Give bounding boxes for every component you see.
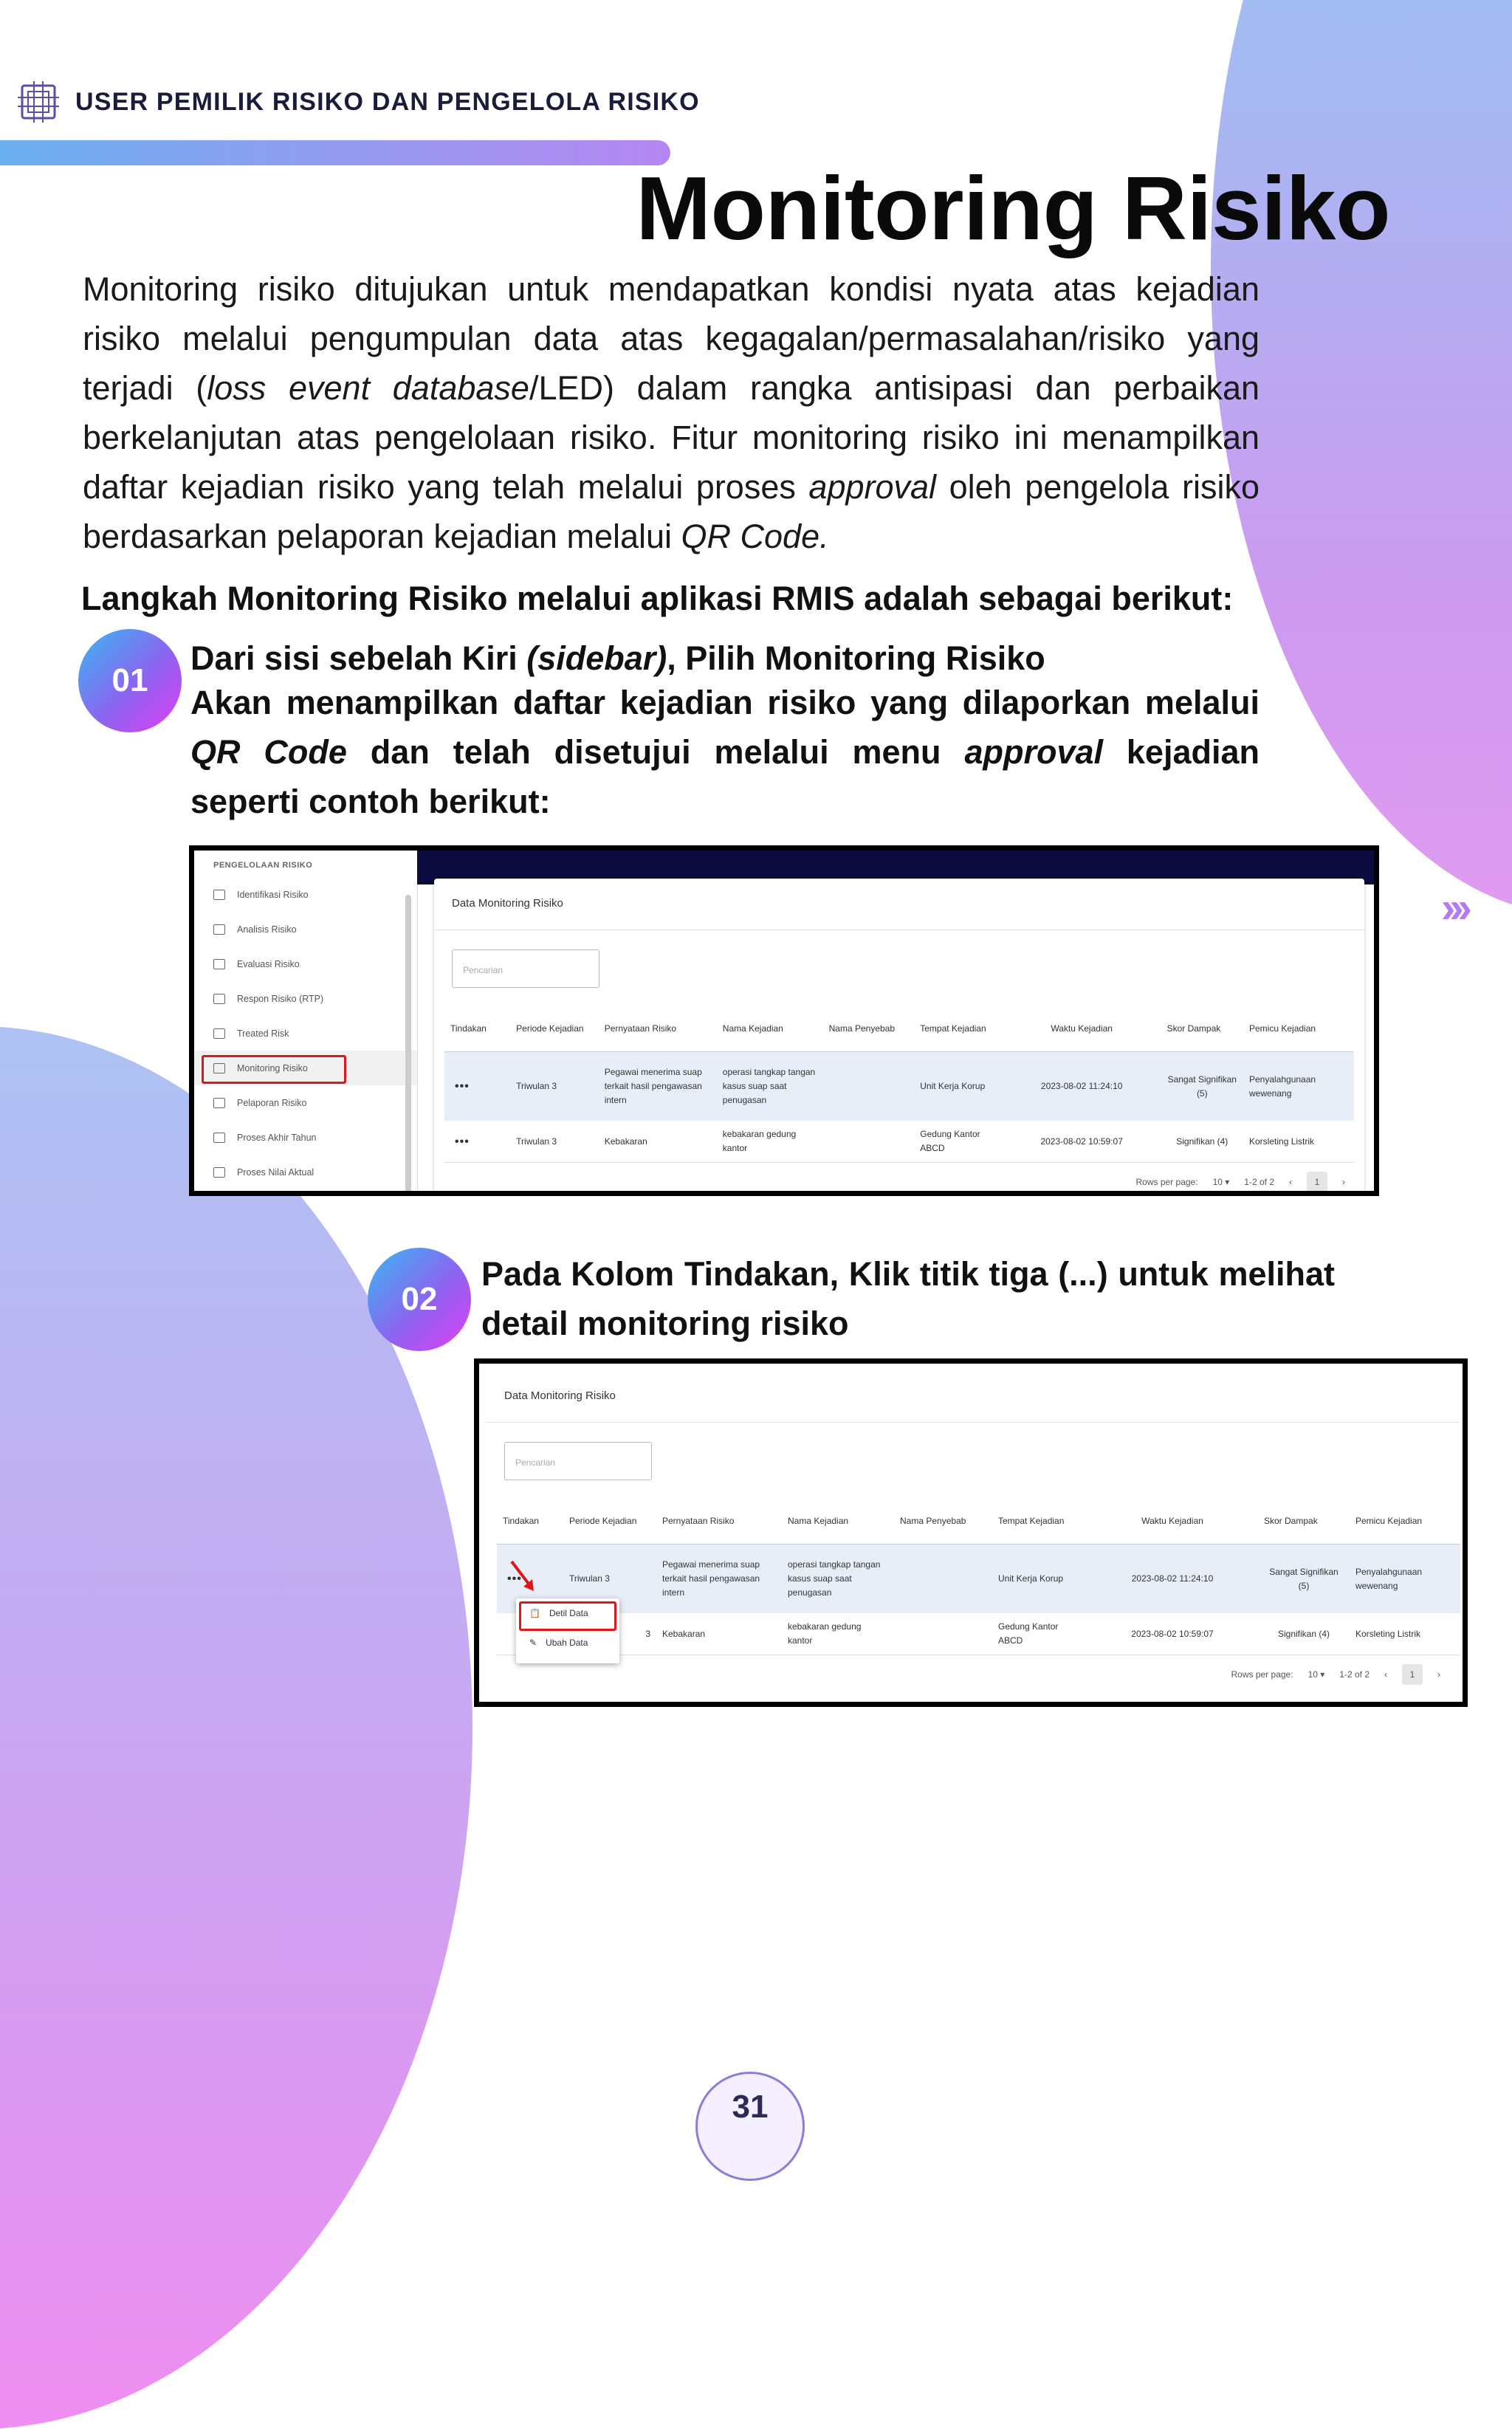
sidebar-item-label: Proses Nilai Aktual: [237, 1167, 315, 1178]
table-pagination: [487, 1655, 1460, 1685]
sidebar-item-treated[interactable]: [194, 1016, 417, 1051]
cell-skor: Sangat Signifikan (5): [1269, 1566, 1339, 1591]
cell-periode: Triwulan 3: [510, 1121, 599, 1163]
cell-periode: Triwulan 3: [516, 1081, 557, 1091]
column-header: Pernyataan Risiko: [662, 1515, 735, 1526]
rows-per-page-label: Rows per page:: [1231, 1669, 1293, 1680]
decor-circle-left: [0, 1026, 472, 2429]
step1-body: Akan menampilkan daftar kejadian risiko yang dilaporkan melalui QR Code dan telah disetujui melalui menu approval kejadian seperti contoh berikut:: [190, 684, 1260, 820]
cell-nama-penyebab: [823, 1052, 915, 1121]
next-page-icon[interactable]: ›: [1342, 1177, 1345, 1187]
row-actions-button[interactable]: •••: [444, 1121, 510, 1163]
clipboard-icon: 📋: [529, 1608, 540, 1618]
cell-pernyataan: Pegawai menerima suap terkait hasil pengawasan intern: [662, 1559, 760, 1598]
cell-pemicu: Korsleting Listrik: [1243, 1121, 1354, 1163]
cell-waktu: 2023-08-02 10:59:07: [1003, 1121, 1161, 1163]
laptop-icon: [213, 1167, 225, 1178]
report-icon: [213, 1098, 225, 1108]
sidebar-item-label: Pelaporan Risiko: [237, 1097, 307, 1108]
cell-nama-kejadian: kebakaran gedung kantor: [717, 1121, 823, 1163]
column-header: Periode Kejadian: [569, 1515, 637, 1526]
menu-item-label: Detil Data: [549, 1608, 588, 1618]
monitoring-panel: [434, 879, 1364, 1196]
edit-data-menu-item[interactable]: [516, 1628, 619, 1657]
rows-per-page-select[interactable]: [1308, 1669, 1325, 1680]
sidebar-item-label: Treated Risk: [237, 1028, 289, 1039]
page-number: 31: [695, 2072, 805, 2181]
pencil-icon: ✎: [529, 1638, 537, 1648]
cell-waktu: 2023-08-02 10:59:07: [1087, 1613, 1258, 1655]
cell-tempat: Unit Kerja Korup: [998, 1573, 1064, 1584]
cell-nama-kejadian: operasi tangkap tangan kasus suap saat penugasan: [788, 1559, 881, 1598]
sidebar-item-label: Analisis Risiko: [237, 924, 297, 935]
frame-icon: [18, 81, 59, 123]
row-context-menu: [516, 1598, 619, 1663]
column-header: Periode Kejadian: [516, 1023, 584, 1034]
rows-per-page-value: 10: [1307, 1669, 1318, 1680]
sidebar-item-monitoring[interactable]: [194, 1051, 417, 1085]
cell-nama-penyebab: [823, 1121, 915, 1163]
cell-pemicu: Penyalahgunaan wewenang: [1355, 1566, 1423, 1591]
cell-pemicu: Penyalahgunaan wewenang: [1249, 1073, 1316, 1099]
table-row: [444, 1052, 1354, 1121]
caret-down-icon: ▾: [1225, 1177, 1230, 1187]
menu-item-label: Ubah Data: [546, 1638, 588, 1648]
column-header: Waktu Kejadian: [1051, 1023, 1113, 1034]
cell-periode: Triwulan 3: [569, 1573, 610, 1584]
cell-pemicu: Korsleting Listrik: [1350, 1613, 1460, 1655]
cell-waktu: 2023-08-02 11:24:10: [1131, 1573, 1214, 1584]
column-header: Pemicu Kejadian: [1355, 1515, 1423, 1526]
step1-title: Dari sisi sebelah Kiri (sidebar), Pilih Monitoring Risiko: [190, 639, 1045, 677]
column-header: Nama Penyebab: [828, 1023, 896, 1034]
cell-pernyataan: Kebakaran: [656, 1613, 782, 1655]
current-page-button[interactable]: 1: [1307, 1172, 1327, 1192]
rows-per-page-label: Rows per page:: [1135, 1177, 1198, 1187]
sidebar-item-label: Monitoring Risiko: [237, 1062, 308, 1073]
cell-nama-penyebab: [894, 1613, 992, 1655]
sidebar-item-pelaporan[interactable]: [194, 1085, 417, 1120]
cell-nama-kejadian: kebakaran gedung kantor: [782, 1613, 894, 1655]
cell-tempat: Gedung Kantor ABCD: [914, 1121, 1003, 1163]
cell-skor: Signifikan (4): [1161, 1121, 1243, 1163]
sidebar: [194, 851, 418, 1191]
sidebar-item-label: Identifikasi Risiko: [237, 889, 309, 900]
header-gradient-bar: [0, 140, 670, 165]
row-actions-button[interactable]: •••: [455, 1080, 470, 1093]
column-header: Pemicu Kejadian: [1249, 1023, 1316, 1034]
table-row: [444, 1121, 1354, 1163]
branch-icon: [213, 1133, 225, 1143]
red-arrow-indicator: [509, 1559, 538, 1594]
sidebar-item-analisis[interactable]: [194, 912, 417, 946]
column-header: Tindakan: [450, 1023, 487, 1034]
highlight-box: [202, 1055, 346, 1084]
prev-page-icon[interactable]: ‹: [1289, 1177, 1292, 1187]
column-header: Nama Kejadian: [788, 1515, 849, 1526]
cell-tempat: Gedung Kantor ABCD: [992, 1613, 1087, 1655]
sidebar-item-identifikasi[interactable]: [194, 877, 417, 912]
column-header: Tempat Kejadian: [998, 1515, 1065, 1526]
checklist-icon: [213, 994, 225, 1004]
branch-icon: [213, 890, 225, 900]
column-header: Skor Dampak: [1264, 1515, 1318, 1526]
sidebar-item-label: Evaluasi Risiko: [237, 958, 300, 969]
sidebar-item-evaluasi[interactable]: [194, 946, 417, 981]
step-badge-01: 01: [78, 629, 182, 732]
sidebar-item-label: Proses Akhir Tahun: [237, 1132, 317, 1143]
sidebar-item-akhir-tahun[interactable]: [194, 1120, 417, 1155]
column-header: Pernyataan Risiko: [604, 1023, 677, 1034]
table-row: [497, 1613, 1460, 1655]
cell-tempat: Unit Kerja Korup: [920, 1081, 986, 1091]
sidebar-section-header: PENGELOLAAN RISIKO: [213, 861, 313, 870]
step-badge-02: 02: [368, 1248, 471, 1351]
column-header: Tempat Kejadian: [920, 1023, 986, 1034]
next-page-icon[interactable]: ›: [1437, 1669, 1440, 1680]
page-range: 1-2 of 2: [1339, 1669, 1370, 1680]
intro-paragraph: Monitoring risiko ditujukan untuk mendapatkan kondisi nyata atas kejadian risiko melalui pengumpulan data atas kegagalan/permasalahan/risiko yang terjadi (loss event database/LED) dalam rangka antisipasi dan perbaikan berkelanjutan atas pengelolaan risiko. Fitur monitoring risiko ini menampilkan daftar kejadian risiko yang telah melalui proses approval oleh pengelola risiko berdasarkan pelaporan kejadian melalui QR Code.: [83, 270, 1260, 555]
screenshot-monitoring-list: [189, 845, 1379, 1196]
step2-body: Pada Kolom Tindakan, Klik titik tiga (...) untuk melihat detail monitoring risiko: [481, 1255, 1335, 1342]
detail-data-menu-item[interactable]: [516, 1598, 619, 1628]
cell-skor: Signifikan (4): [1258, 1613, 1350, 1655]
prev-page-icon[interactable]: ‹: [1384, 1669, 1387, 1680]
header-label: USER PEMILIK RISIKO DAN PENGELOLA RISIKO: [75, 87, 700, 116]
cell-skor: Sangat Signifikan (5): [1167, 1073, 1237, 1099]
search-input[interactable]: Pencarian: [452, 949, 599, 988]
chevrons-decor: ›››: [1441, 884, 1466, 932]
table-pagination: [434, 1163, 1364, 1192]
caret-down-icon: ▾: [1320, 1669, 1325, 1680]
page-title: Monitoring Risiko: [636, 158, 1390, 258]
panel-title: Data Monitoring Risiko: [434, 879, 1364, 930]
list-icon: [213, 1028, 225, 1039]
rows-per-page-select[interactable]: [1213, 1177, 1230, 1187]
copy-icon: [213, 959, 225, 969]
table-header-row: [497, 1498, 1460, 1545]
current-page-button[interactable]: 1: [1402, 1664, 1423, 1685]
window-icon: [213, 924, 225, 935]
cell-nama-kejadian: operasi tangkap tangan kasus suap saat penugasan: [722, 1067, 816, 1105]
cell-waktu: 2023-08-02 11:24:10: [1040, 1081, 1123, 1091]
sidebar-scrollbar[interactable]: [405, 895, 411, 1196]
column-header: Tindakan: [503, 1515, 539, 1526]
sidebar-item-label: Respon Risiko (RTP): [237, 993, 324, 1004]
page-range: 1-2 of 2: [1244, 1177, 1274, 1187]
cell-pernyataan: Pegawai menerima suap terkait hasil pengawasan intern: [604, 1067, 702, 1105]
column-header: Skor Dampak: [1166, 1023, 1221, 1034]
steps-heading: Langkah Monitoring Risiko melalui aplikasi RMIS adalah sebagai berikut:: [81, 580, 1234, 617]
search-input[interactable]: Pencarian: [504, 1442, 652, 1480]
table-header-row: [444, 1006, 1354, 1052]
cell-pernyataan: Kebakaran: [599, 1121, 717, 1163]
column-header: Nama Penyebab: [900, 1515, 966, 1526]
section-header: [18, 81, 700, 123]
sidebar-item-nilai-aktual[interactable]: [194, 1155, 417, 1189]
cell-periode-partial: 3: [563, 1613, 656, 1655]
panel-title: Data Monitoring Risiko: [487, 1371, 1460, 1423]
monitoring-table: [444, 1006, 1354, 1163]
column-header: Nama Kejadian: [722, 1023, 783, 1034]
rows-per-page-value: 10: [1212, 1177, 1223, 1187]
monitoring-panel: [487, 1371, 1460, 1696]
column-header: Waktu Kejadian: [1141, 1515, 1203, 1526]
row-actions-button[interactable]: •••: [507, 1573, 522, 1585]
cell-nama-penyebab: [894, 1545, 992, 1614]
monitoring-table: [497, 1498, 1460, 1655]
table-row: [497, 1545, 1460, 1614]
screenshot-action-menu: [474, 1358, 1468, 1707]
sidebar-item-respon[interactable]: [194, 981, 417, 1016]
